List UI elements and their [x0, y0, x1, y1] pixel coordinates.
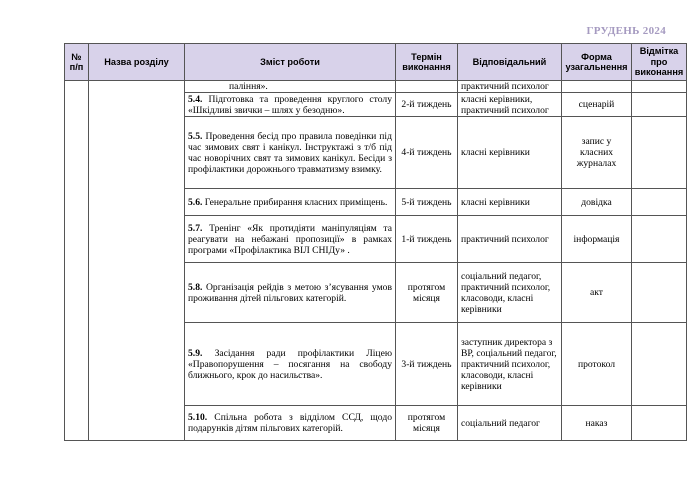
form-cell: довідка [562, 189, 632, 216]
form-cell: наказ [562, 406, 632, 441]
term-cell: 2-й тиждень [396, 93, 458, 117]
term-cell [396, 81, 458, 93]
item-number: 5.9. [188, 347, 203, 359]
content-text: Проведення бесід про правила поведінки під час зимових свят і канікул. Інструктажі з т/б під час новорічних свят та зимових канікул. Бесіди з профілактики дорожнього травматизму взимку. [188, 130, 392, 175]
content-cell [185, 216, 396, 263]
term-cell: 1-й тиждень [396, 216, 458, 263]
month-header: ГРУДЕНЬ 2024 [586, 25, 666, 37]
item-number: 5.10. [188, 412, 208, 423]
responsible-cell: класні керівники [458, 189, 562, 216]
content-cell [185, 406, 396, 441]
form-cell: сценарій [562, 93, 632, 117]
header-form: Форма узагальнення [562, 44, 632, 81]
content-text: Генеральне прибирання класних приміщень. [204, 196, 388, 208]
mark-cell [632, 81, 687, 93]
content-text: Засідання ради профілактики Ліцею «Правопорушення – посягання на свободу ближнього, крок до насильства». [188, 347, 392, 381]
item-number: 5.4. [188, 93, 203, 105]
item-number: 5.5. [188, 130, 203, 142]
term-cell: 3-й тиждень [396, 323, 458, 406]
form-cell: акт [562, 263, 632, 323]
responsible-cell: соціальний педагог [458, 406, 562, 441]
content-cell [185, 117, 396, 189]
content-cell [185, 81, 396, 93]
mark-cell [632, 93, 687, 117]
mark-cell [632, 189, 687, 216]
header-mark: Відмітка про виконання [632, 44, 687, 81]
term-cell: протягом місяця [396, 263, 458, 323]
mark-cell [632, 117, 687, 189]
header-num: № п/п [65, 44, 89, 81]
content-cell [185, 323, 396, 406]
table-header-row [65, 44, 687, 81]
work-plan-table [64, 43, 687, 441]
mark-cell [632, 323, 687, 406]
num-cell [65, 81, 89, 441]
mark-cell [632, 263, 687, 323]
responsible-cell: класні керівники, практичний психолог [458, 93, 562, 117]
form-cell: запис у класних журналах [562, 117, 632, 189]
content-cell [185, 189, 396, 216]
content-text: Організація рейдів з метою з’ясування умов проживання дітей пільгових категорій. [188, 281, 392, 304]
responsible-cell: практичний психолог [458, 216, 562, 263]
item-number: 5.7. [188, 222, 203, 234]
form-cell: інформація [562, 216, 632, 263]
responsible-cell: соціальний педагог, практичний психолог, класоводи, класні керівники [458, 263, 562, 323]
item-number: 5.8. [188, 281, 203, 293]
content-text: Спільна робота з відділом ССД, щодо подарунків дітям пільгових категорій. [188, 412, 392, 434]
term-cell: протягом місяця [396, 406, 458, 441]
header-content: Зміст роботи [185, 44, 396, 81]
content-text: Тренінг «Як протидіяти маніпуляціям та реагувати на небажані пропозиції» в рамках програми «Профілактика ВІЛ СНІДу» . [188, 222, 392, 256]
term-cell: 4-й тиждень [396, 117, 458, 189]
responsible-cell: заступник директора з ВР, соціальний педагог, практичний психолог, класоводи, класні керівники [458, 323, 562, 406]
form-cell [562, 81, 632, 93]
section-cell [89, 81, 185, 441]
responsible-cell: класні керівники [458, 117, 562, 189]
term-cell: 5-й тиждень [396, 189, 458, 216]
mark-cell [632, 216, 687, 263]
header-responsible: Відповідальний [458, 44, 562, 81]
header-section: Назва розділу [89, 44, 185, 81]
content-text: Підготовка та проведення круглого столу «Шкідливі звички – шлях у безодню». [188, 93, 392, 116]
content-text: паління». [229, 81, 268, 92]
form-cell: протокол [562, 323, 632, 406]
content-cell [185, 93, 396, 117]
item-number: 5.6. [188, 196, 203, 208]
content-cell [185, 263, 396, 323]
mark-cell [632, 406, 687, 441]
header-term: Термін виконання [396, 44, 458, 81]
table-row [65, 81, 687, 93]
responsible-cell: практичний психолог [458, 81, 562, 93]
